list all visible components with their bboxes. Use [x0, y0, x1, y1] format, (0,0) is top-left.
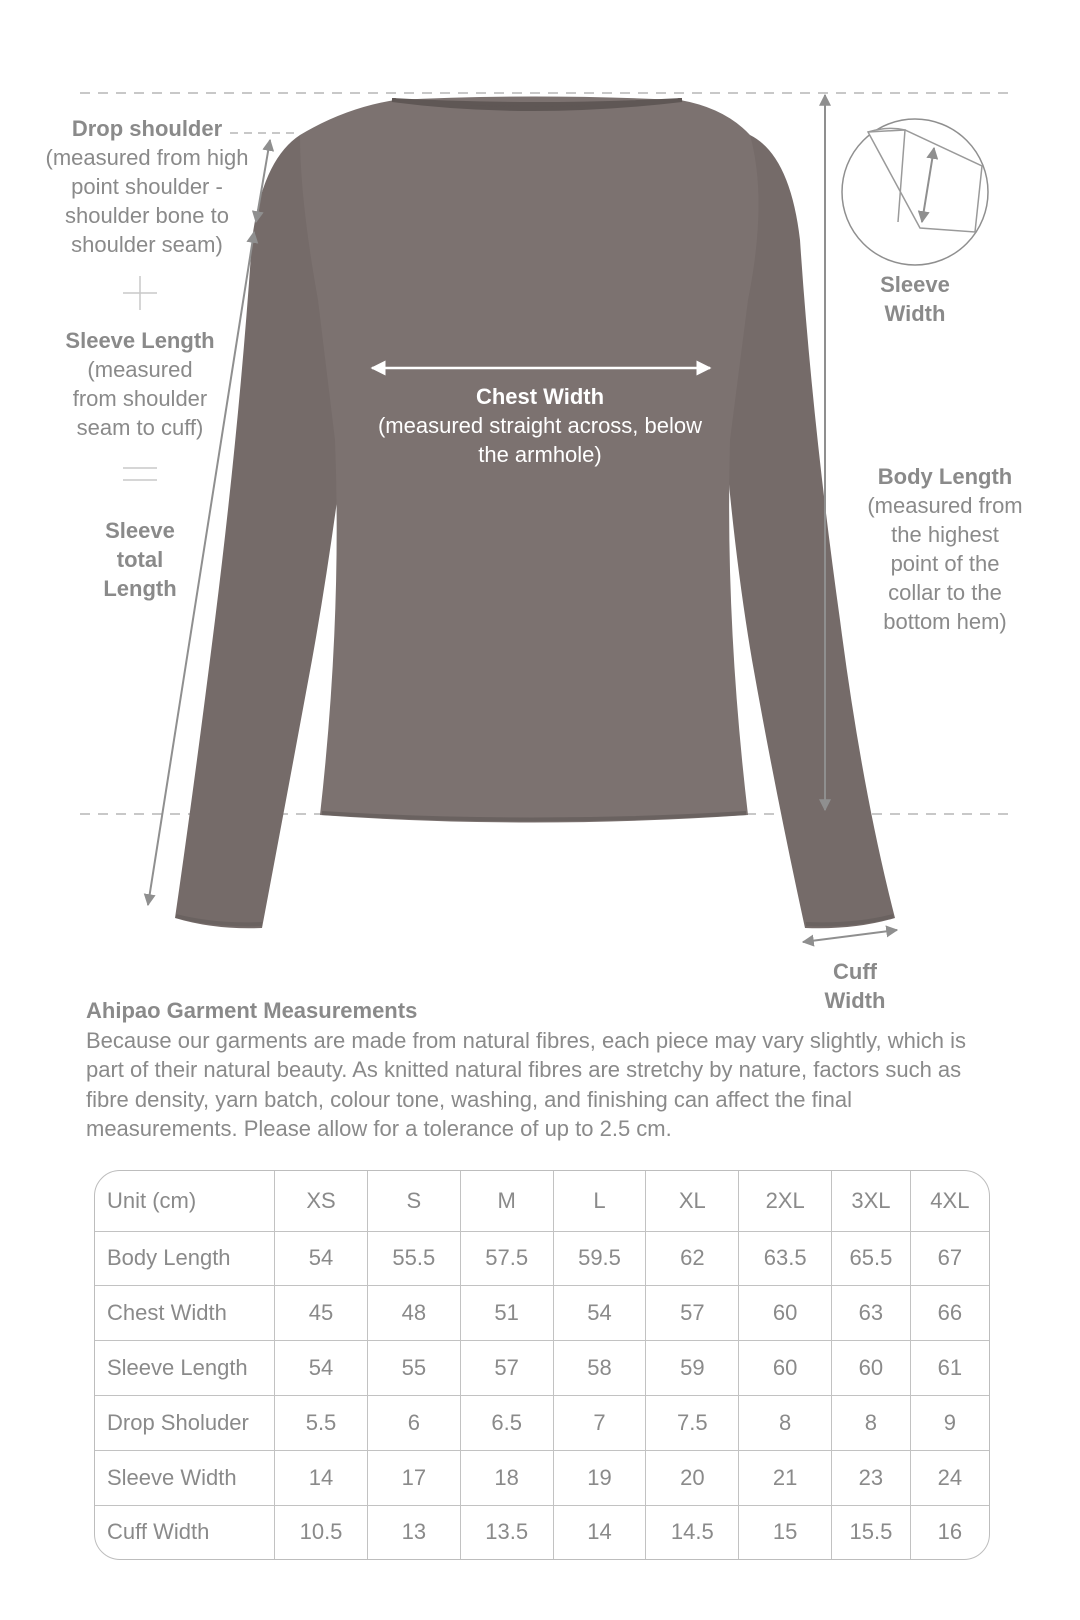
- table-cell: 19: [553, 1450, 646, 1505]
- body-length-line: the highest: [891, 522, 999, 547]
- table-row: [95, 1450, 989, 1505]
- sleeve-length-line: seam to cuff): [76, 415, 204, 440]
- table-cell: 58: [553, 1341, 646, 1396]
- table-cell: 48: [367, 1286, 460, 1341]
- cuff-width-line: Width: [824, 988, 886, 1013]
- table-cell: 54: [553, 1286, 646, 1341]
- table-cell: 63.5: [739, 1231, 832, 1286]
- table-cell: 14.5: [646, 1505, 739, 1559]
- table-cell: 15: [739, 1505, 832, 1559]
- row-label-cell: Body Length: [95, 1231, 275, 1286]
- table-cell: 13.5: [460, 1505, 553, 1559]
- row-label-cell: Drop Sholuder: [95, 1395, 275, 1450]
- cuff-width-line: Cuff: [833, 959, 877, 984]
- sleeve-width-inset-icon: [842, 119, 988, 265]
- table-cell: 7.5: [646, 1395, 739, 1450]
- table-cell: 13: [367, 1505, 460, 1559]
- drop-shoulder-title: Drop shoulder: [71, 116, 223, 141]
- header-cell: 3XL: [832, 1171, 911, 1231]
- table-cell: 24: [910, 1450, 989, 1505]
- sleeve-total-line: total: [116, 547, 164, 572]
- table-cell: 17: [367, 1450, 460, 1505]
- notes-body: Because our garments are made from natural fibres, each piece may vary slightly, which is part of their natural beauty. As knitted natural fibres are stretchy by nature, factors such as fibre density, yarn batch, colour tone, washing, and finishing can affect the final measurements. Please allow for a tolerance of up to 2.5 cm.: [86, 1027, 966, 1141]
- table-cell: 55: [367, 1341, 460, 1396]
- table-cell: 61: [910, 1341, 989, 1396]
- body-length-line: (measured from: [867, 493, 1023, 518]
- table-cell: 65.5: [832, 1231, 911, 1286]
- drop-shoulder-line: (measured from high: [45, 145, 249, 170]
- table-cell: 63: [832, 1286, 911, 1341]
- table-cell: 18: [460, 1450, 553, 1505]
- table-cell: 5.5: [275, 1395, 368, 1450]
- body-length-line: collar to the: [888, 580, 1002, 605]
- header-cell: L: [553, 1171, 646, 1231]
- row-label-cell: Sleeve Length: [95, 1341, 275, 1396]
- row-label-cell: Chest Width: [95, 1286, 275, 1341]
- table-row: [95, 1395, 989, 1450]
- table-cell: 16: [937, 1519, 963, 1545]
- table-cell: 55.5: [367, 1231, 460, 1286]
- header-cell: 2XL: [739, 1171, 832, 1231]
- table-row: [95, 1286, 989, 1341]
- table-cell: 59: [646, 1341, 739, 1396]
- table-cell: 60: [739, 1286, 832, 1341]
- sleeve-width-label: [860, 270, 970, 328]
- table-cell: 54: [275, 1341, 368, 1396]
- table-cell: 21: [739, 1450, 832, 1505]
- chest-width-title: Chest Width: [475, 384, 605, 409]
- table-cell: 6.5: [460, 1395, 553, 1450]
- sleeve-length-label: [40, 326, 240, 442]
- sleeve-width-line: Width: [884, 301, 946, 326]
- drop-shoulder-line: shoulder seam): [71, 232, 223, 257]
- sleeve-total-line: Sleeve: [105, 518, 175, 543]
- row-label-cell: Cuff Width: [95, 1505, 275, 1559]
- table-row: [95, 1505, 989, 1559]
- chest-width-label: [330, 382, 750, 469]
- body-length-line: bottom hem): [883, 609, 1007, 634]
- body-length-title: Body Length: [877, 464, 1013, 489]
- table-cell: 60: [832, 1341, 911, 1396]
- table-cell: 10.5: [275, 1505, 368, 1559]
- table-cell: 60: [739, 1341, 832, 1396]
- sleeve-total-label: [60, 516, 220, 603]
- table-cell: 23: [832, 1450, 911, 1505]
- measurement-notes: [86, 996, 1006, 1144]
- table-cell: 14: [553, 1505, 646, 1559]
- table-cell: 14: [275, 1450, 368, 1505]
- table-header-row: [95, 1171, 989, 1231]
- row-label-cell: Sleeve Width: [95, 1450, 275, 1505]
- drop-shoulder-line: shoulder bone to: [65, 203, 229, 228]
- chest-width-line: (measured straight across, below: [377, 413, 703, 438]
- drop-shoulder-label: [22, 114, 272, 259]
- header-cell: 4XL: [910, 1171, 989, 1231]
- table-cell: 8: [739, 1395, 832, 1450]
- header-cell: Unit (cm): [95, 1171, 275, 1231]
- table-cell: 15.5: [832, 1505, 911, 1559]
- body-length-line: point of the: [890, 551, 1000, 576]
- table-cell: 57: [646, 1286, 739, 1341]
- table-cell: 7: [553, 1395, 646, 1450]
- table-row: [95, 1341, 989, 1396]
- sleeve-length-title: Sleeve Length: [65, 328, 215, 353]
- body-length-label: [845, 462, 1045, 636]
- table-cell: 54: [275, 1231, 368, 1286]
- table-cell: 62: [646, 1231, 739, 1286]
- header-cell: XS: [275, 1171, 368, 1231]
- drop-shoulder-line: point shoulder -: [71, 174, 223, 199]
- table-cell: 66: [910, 1286, 989, 1341]
- table-cell: 8: [832, 1395, 911, 1450]
- table-row: [95, 1231, 989, 1286]
- sleeve-length-line: (measured: [87, 357, 193, 382]
- sleeve-total-line: Length: [103, 576, 177, 601]
- chest-width-line: the armhole): [478, 442, 602, 467]
- table-cell: 9: [910, 1395, 989, 1450]
- header-cell: XL: [646, 1171, 739, 1231]
- cuff-width-arrow: [803, 930, 897, 942]
- notes-title: Ahipao Garment Measurements: [86, 998, 418, 1023]
- header-cell: M: [460, 1171, 553, 1231]
- table-cell: 57.5: [460, 1231, 553, 1286]
- table-cell: 57: [460, 1341, 553, 1396]
- table-cell: 59.5: [553, 1231, 646, 1286]
- table-cell: 67: [910, 1231, 989, 1286]
- table-cell: 20: [646, 1450, 739, 1505]
- sleeve-width-line: Sleeve: [880, 272, 950, 297]
- sleeve-length-line: from shoulder: [72, 386, 208, 411]
- size-table: [94, 1170, 990, 1560]
- table-cell: 45: [275, 1286, 368, 1341]
- table-cell: 6: [367, 1395, 460, 1450]
- header-cell: S: [367, 1171, 460, 1231]
- table-cell: 51: [460, 1286, 553, 1341]
